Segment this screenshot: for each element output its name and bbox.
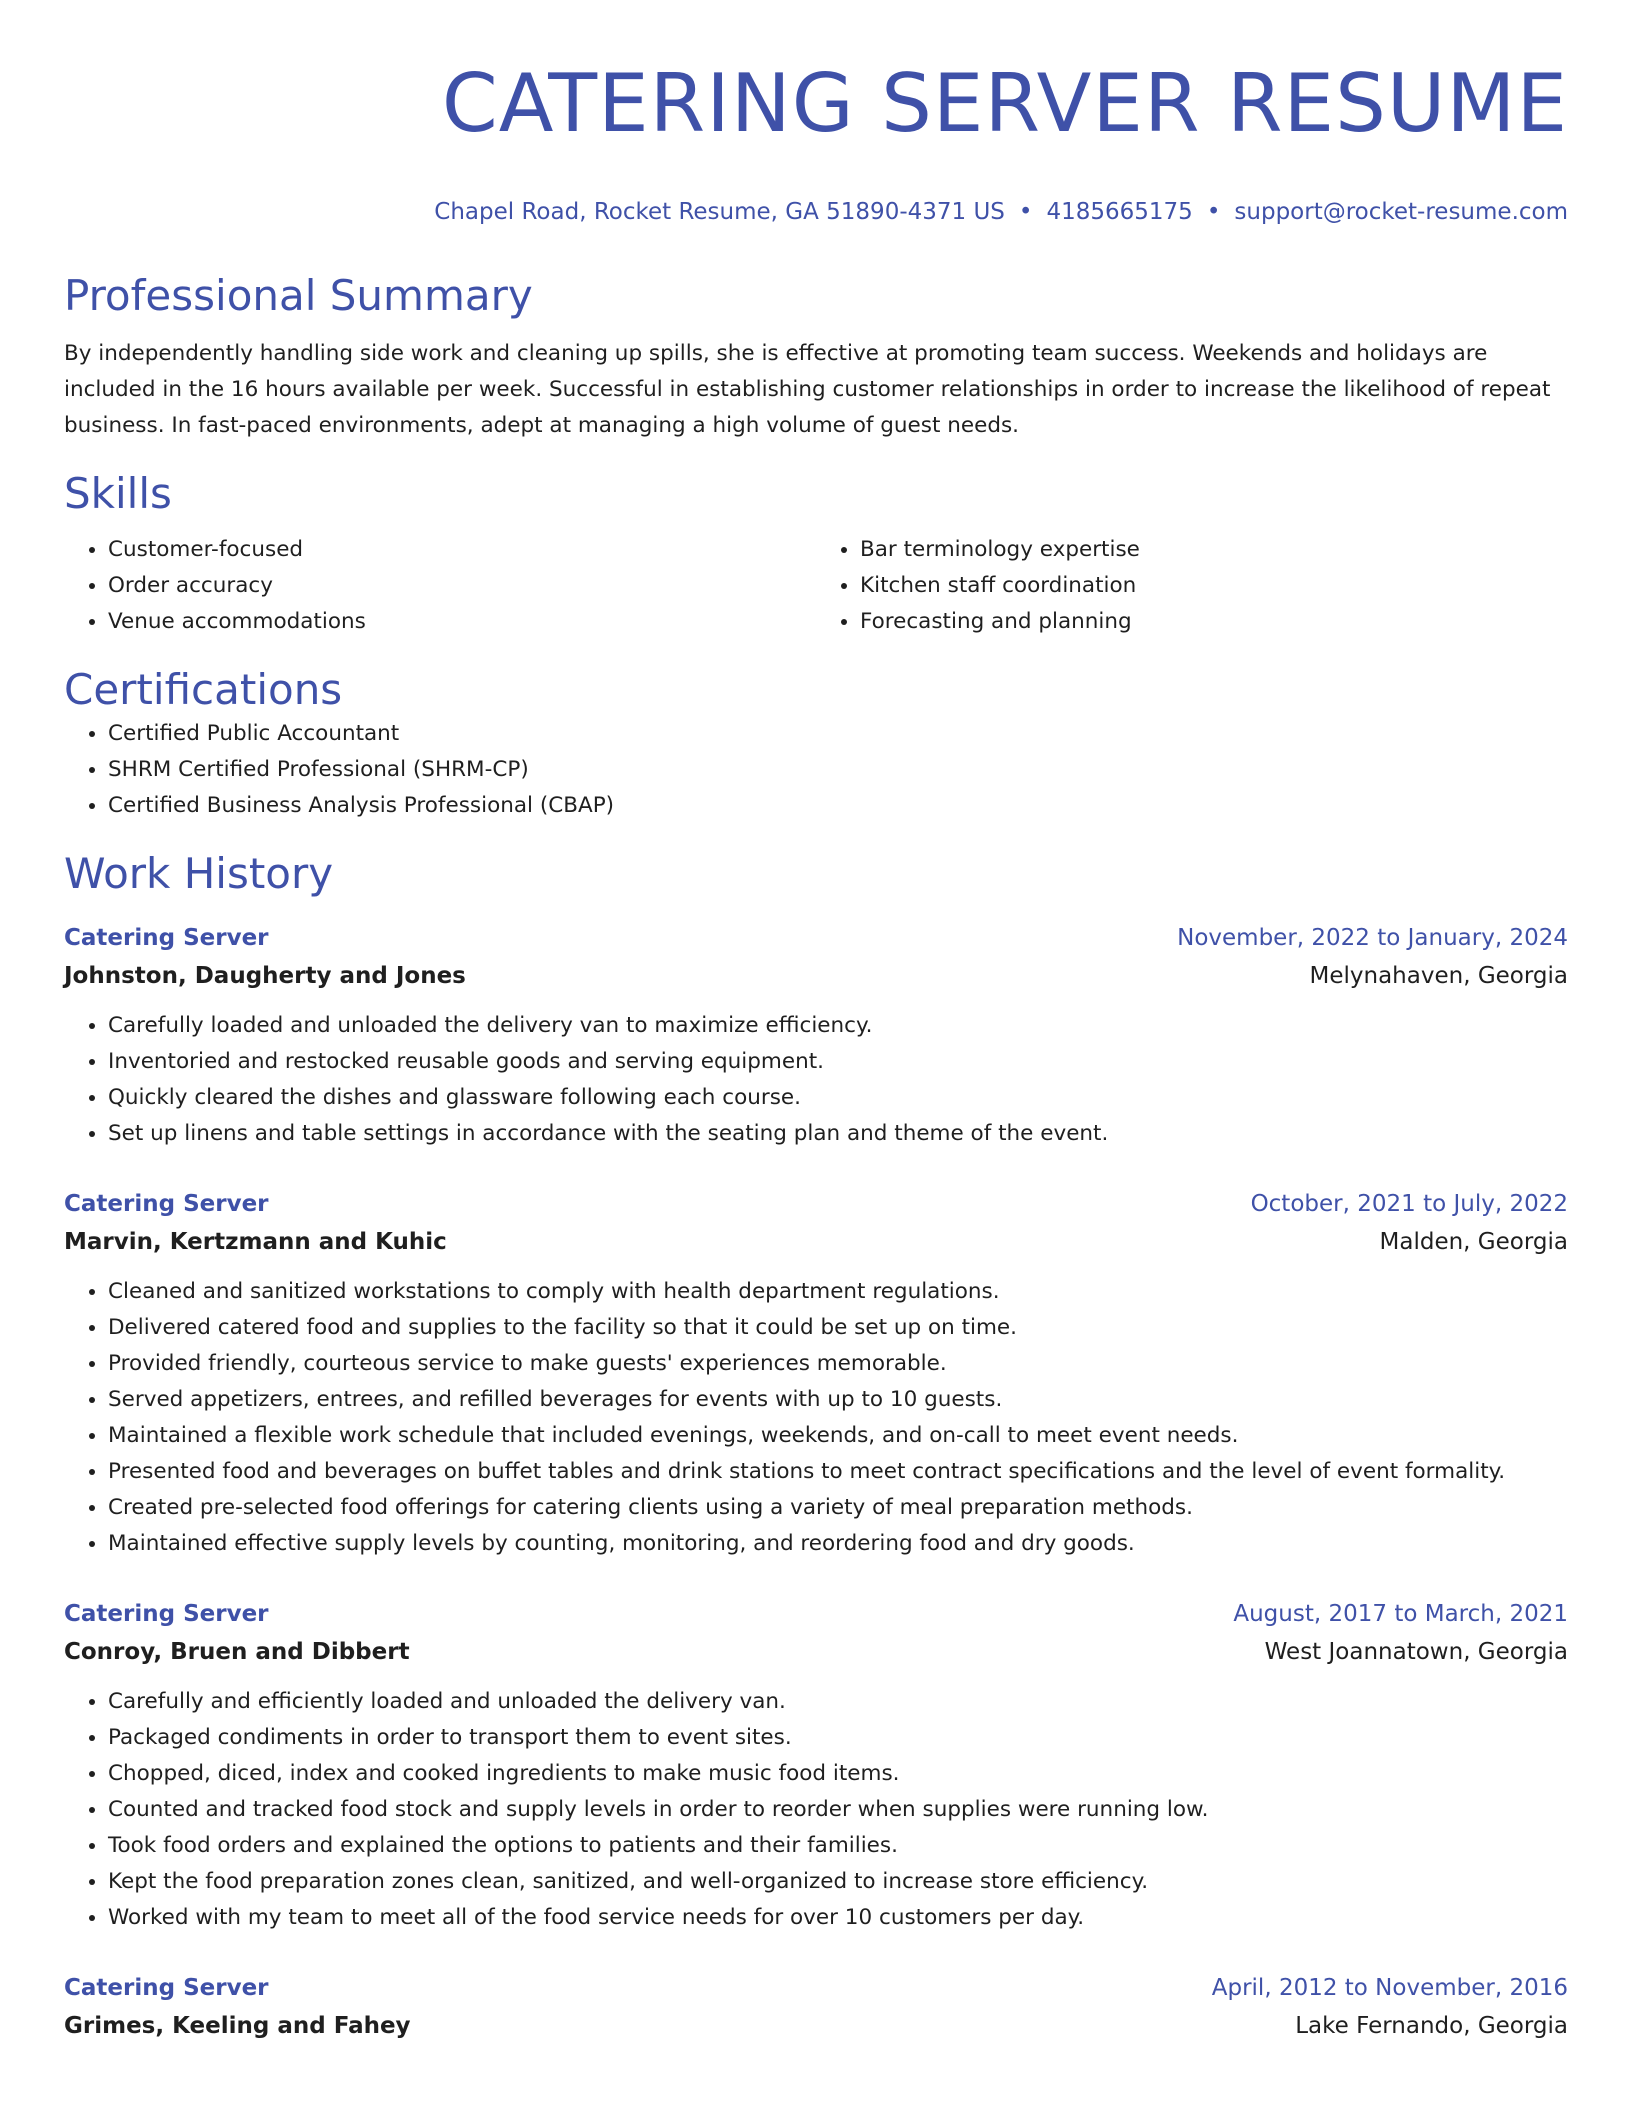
skill-item: • Customer-focused xyxy=(108,532,816,568)
job-duty-item: • Took food orders and explained the options to patients and their families. xyxy=(108,1828,1568,1864)
job-dates: November, 2022 to January, 2024 xyxy=(1177,925,1568,951)
job-position: Catering Server xyxy=(64,1601,269,1627)
job-position: Catering Server xyxy=(64,1975,269,2001)
job-dates: August, 2017 to March, 2021 xyxy=(1233,1601,1568,1627)
job-duty-item: • Cleaned and sanitized workstations to comply with health department regulations. xyxy=(108,1274,1568,1310)
skill-item: • Forecasting and planning xyxy=(860,604,1568,640)
job-position: Catering Server xyxy=(64,1191,269,1217)
job-duty-item: • Counted and tracked food stock and supply levels in order to reorder when supplies were running low. xyxy=(108,1792,1568,1828)
job-duty-item: • Worked with my team to meet all of the food service needs for over 10 customers per day. xyxy=(108,1900,1568,1936)
job-entry xyxy=(64,920,1568,1152)
job-entry xyxy=(64,1970,1568,2046)
certification-item: • Certified Public Accountant xyxy=(108,716,1568,752)
skill-item: • Venue accommodations xyxy=(108,604,816,640)
job-company: Conroy, Bruen and Dibbert xyxy=(64,1639,410,1665)
resume-title: CATERING SERVER RESUME xyxy=(441,57,1568,150)
job-location: Melynahaven, Georgia xyxy=(1309,963,1568,989)
job-entry xyxy=(64,1596,1568,1936)
job-duty-item: • Served appetizers, entrees, and refilled beverages for events with up to 10 guests. xyxy=(108,1382,1568,1418)
certifications-list xyxy=(64,716,1568,824)
summary-heading: Professional Summary xyxy=(64,271,533,320)
job-duty-item: • Set up linens and table settings in accordance with the seating plan and theme of the event. xyxy=(108,1116,1568,1152)
skill-item: • Kitchen staff coordination xyxy=(860,568,1568,604)
job-company: Johnston, Daugherty and Jones xyxy=(64,963,466,989)
job-duty-item: • Kept the food preparation zones clean, sanitized, and well-organized to increase store efficiency. xyxy=(108,1864,1568,1900)
contact-email[interactable]: support@rocket-resume.com xyxy=(1234,199,1568,225)
skill-item: • Bar terminology expertise xyxy=(860,532,1568,568)
job-duty-item: • Provided friendly, courteous service to make guests' experiences memorable. xyxy=(108,1346,1568,1382)
skills-list xyxy=(64,532,1568,640)
skill-item: • Order accuracy xyxy=(108,568,816,604)
job-company: Grimes, Keeling and Fahey xyxy=(64,2013,411,2039)
contact-address: Chapel Road, Rocket Resume, GA 51890-4371 US xyxy=(434,199,1005,225)
job-duty-item: • Presented food and beverages on buffet tables and drink stations to meet contract specifications and the level of event formality. xyxy=(108,1454,1568,1490)
job-dates: April, 2012 to November, 2016 xyxy=(1211,1975,1568,2001)
job-duties xyxy=(64,1008,1568,1152)
contact-separator: • xyxy=(1206,199,1221,225)
job-dates: October, 2021 to July, 2022 xyxy=(1250,1191,1568,1217)
skills-column-right xyxy=(816,532,1568,640)
certification-item: • Certified Business Analysis Professional (CBAP) xyxy=(108,788,1568,824)
job-duty-item: • Inventoried and restocked reusable goods and serving equipment. xyxy=(108,1044,1568,1080)
summary-text: By independently handling side work and cleaning up spills, she is effective at promoting team success. Weekends and holidays are included in the 16 hours available per week. Successful in establishing customer relationships in order to increase the likelihood of repeat business. In fast-paced environments, adept at managing a high volume of guest needs. xyxy=(64,341,1551,438)
skills-heading: Skills xyxy=(64,469,172,518)
job-duty-item: • Maintained effective supply levels by counting, monitoring, and reordering food and dry goods. xyxy=(108,1526,1568,1562)
job-duty-item: • Chopped, diced, index and cooked ingredients to make music food items. xyxy=(108,1756,1568,1792)
certification-item: • SHRM Certified Professional (SHRM-CP) xyxy=(108,752,1568,788)
job-duties xyxy=(64,1684,1568,1936)
skills-column-left xyxy=(64,532,816,640)
job-entry xyxy=(64,1186,1568,1562)
job-duty-item: • Quickly cleared the dishes and glassware following each course. xyxy=(108,1080,1568,1116)
job-duty-item: • Carefully loaded and unloaded the delivery van to maximize efficiency. xyxy=(108,1008,1568,1044)
contact-line xyxy=(64,194,1568,230)
job-duty-item: • Delivered catered food and supplies to the facility so that it could be set up on time. xyxy=(108,1310,1568,1346)
job-duty-item: • Maintained a flexible work schedule that included evenings, weekends, and on-call to meet event needs. xyxy=(108,1418,1568,1454)
job-position: Catering Server xyxy=(64,925,269,951)
job-duty-item: • Created pre-selected food offerings for catering clients using a variety of meal preparation methods. xyxy=(108,1490,1568,1526)
job-location: West Joannatown, Georgia xyxy=(1264,1639,1568,1665)
job-location: Malden, Georgia xyxy=(1379,1229,1568,1255)
job-duties xyxy=(64,1274,1568,1562)
contact-phone: 4185665175 xyxy=(1046,199,1193,225)
work-history-heading: Work History xyxy=(64,849,334,898)
job-company: Marvin, Kertzmann and Kuhic xyxy=(64,1229,447,1255)
job-duty-item: • Carefully and efficiently loaded and unloaded the delivery van. xyxy=(108,1684,1568,1720)
certifications-heading: Certifications xyxy=(64,665,343,714)
job-location: Lake Fernando, Georgia xyxy=(1295,2013,1568,2039)
contact-separator: • xyxy=(1018,199,1033,225)
job-duty-item: • Packaged condiments in order to transport them to event sites. xyxy=(108,1720,1568,1756)
